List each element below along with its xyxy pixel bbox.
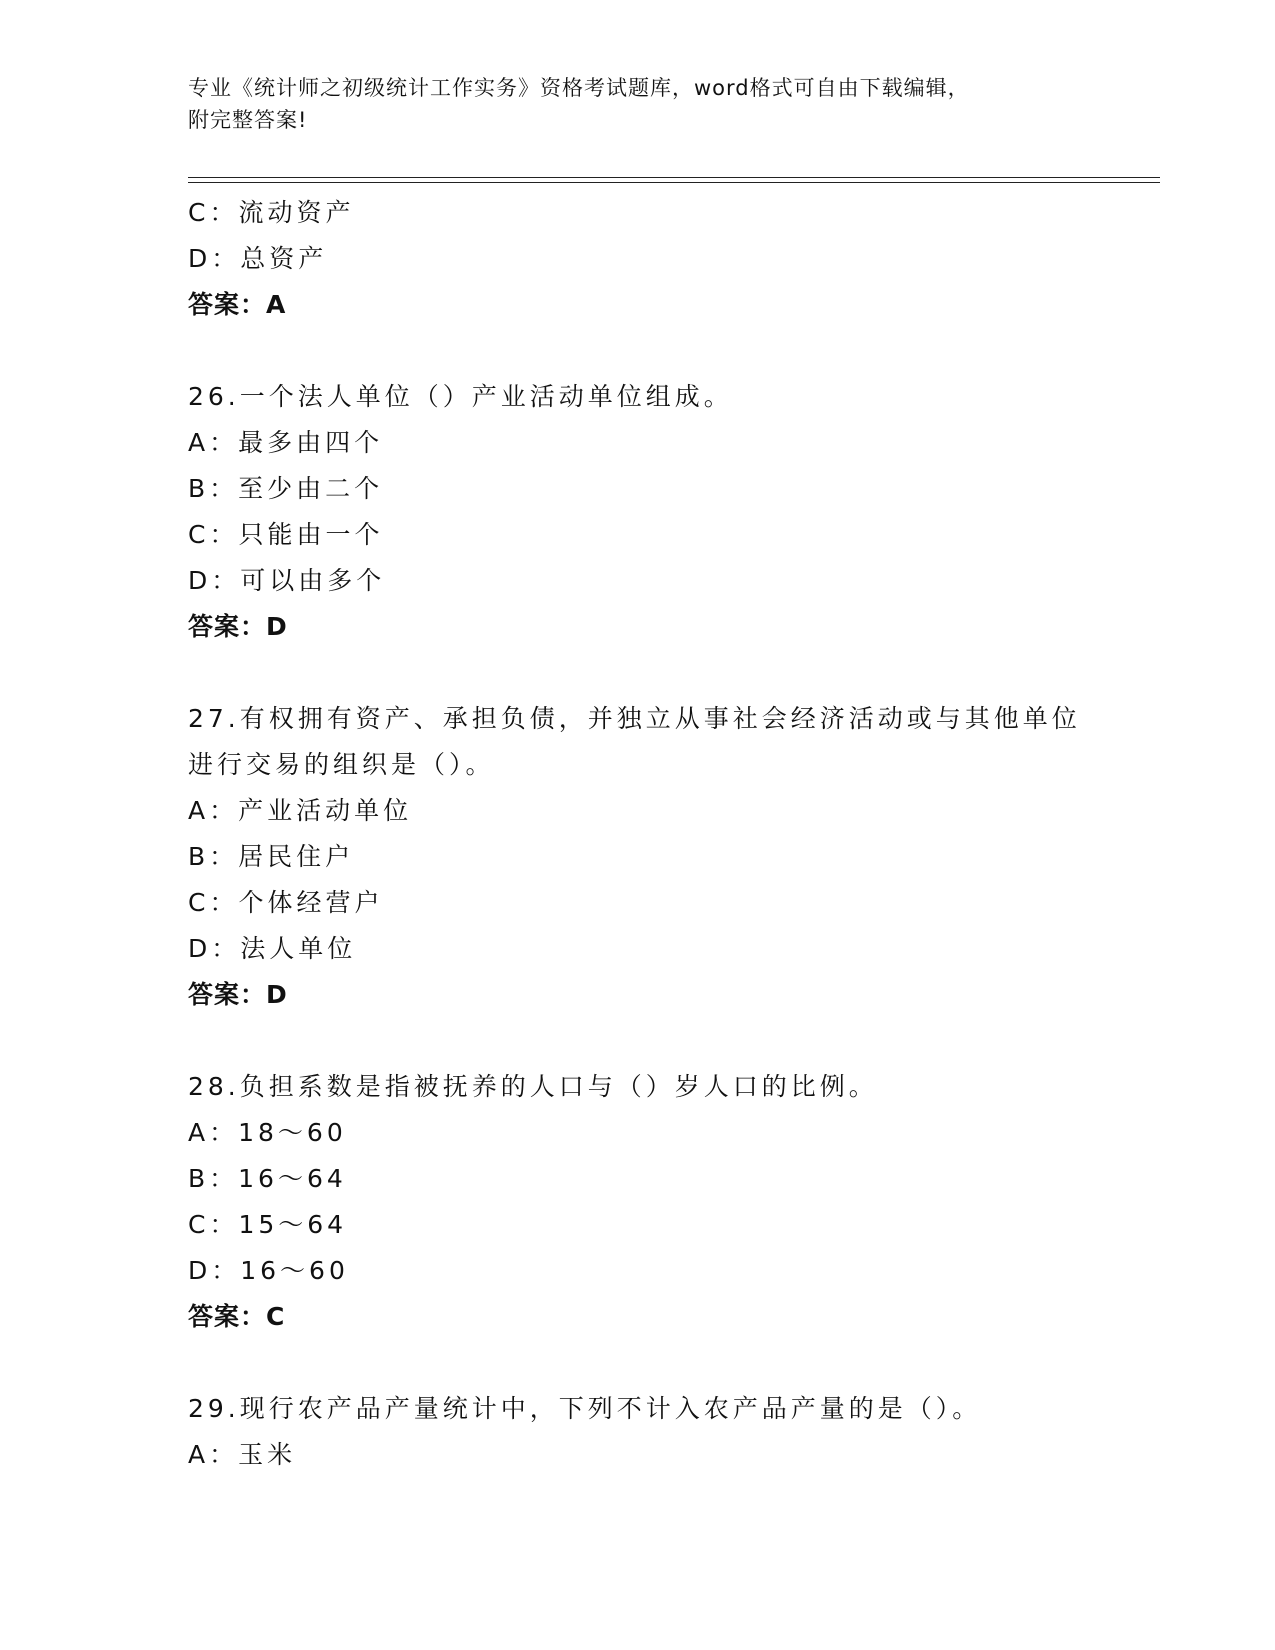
option-a: A：18～60 (188, 1118, 347, 1147)
question-text: 28.负担系数是指被抚养的人口与（）岁人口的比例。 (188, 1072, 878, 1101)
option-c: C：个体经营户 (188, 888, 384, 917)
prev-question-tail (188, 190, 1148, 328)
option-d: D：可以由多个 (188, 566, 386, 595)
answer: 答案：D (188, 612, 288, 641)
question-text-continued: 进行交易的组织是（）。 (188, 750, 495, 779)
option-c: C：流动资产 (188, 198, 355, 227)
answer: 答案：D (188, 980, 288, 1009)
option-d: D：法人单位 (188, 934, 357, 963)
option-a: A：产业活动单位 (188, 796, 413, 825)
header-line-2: 附完整答案! (188, 108, 308, 132)
question-27 (188, 696, 1148, 1018)
spacer (188, 1340, 1148, 1386)
question-26 (188, 374, 1148, 650)
question-text: 29.现行农产品产量统计中，下列不计入农产品产量的是（）。 (188, 1394, 982, 1423)
spacer (188, 328, 1148, 374)
spacer (188, 1018, 1148, 1064)
answer: 答案：A (188, 290, 287, 319)
option-b: B：居民住户 (188, 842, 355, 871)
question-text: 27.有权拥有资产、承担负债，并独立从事社会经济活动或与其他单位 (188, 704, 1081, 733)
spacer (188, 650, 1148, 696)
question-list (188, 190, 1148, 1478)
header-rule-top (188, 177, 1160, 178)
document-header (188, 72, 1088, 136)
answer: 答案：C (188, 1302, 286, 1331)
question-28 (188, 1064, 1148, 1340)
option-c: C：15～64 (188, 1210, 348, 1239)
header-line-1: 专业《统计师之初级统计工作实务》资格考试题库，word格式可自由下载编辑， (188, 76, 970, 100)
option-b: B：至少由二个 (188, 474, 384, 503)
question-29 (188, 1386, 1148, 1478)
option-b: B：16～64 (188, 1164, 347, 1193)
option-d: D：总资产 (188, 244, 328, 273)
option-d: D：16～60 (188, 1256, 349, 1285)
option-a: A：最多由四个 (188, 428, 384, 457)
option-c: C：只能由一个 (188, 520, 384, 549)
option-a: A：玉米 (188, 1440, 297, 1469)
question-text: 26.一个法人单位（）产业活动单位组成。 (188, 382, 733, 411)
header-rule-bottom (188, 182, 1160, 183)
